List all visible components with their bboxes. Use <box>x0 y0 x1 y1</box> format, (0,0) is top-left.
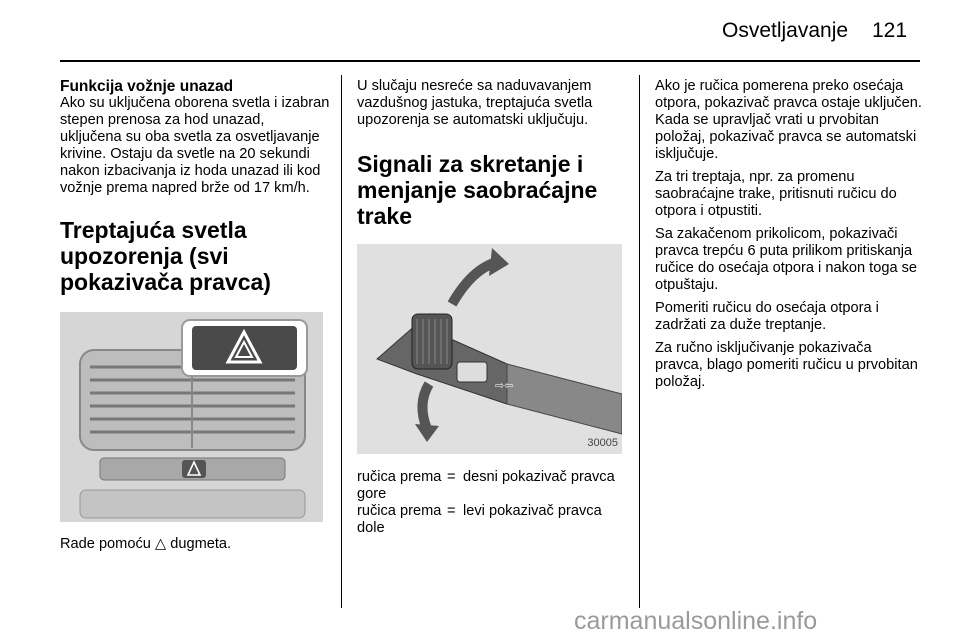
reverse-function-heading: Funkcija vožnje unazad <box>60 78 234 95</box>
column-divider-1 <box>341 75 342 608</box>
hazard-caption-after: dugmeta. <box>170 536 232 552</box>
paragraph: Ako je ručica pomerena preko osećaja otpora, pokazivač pravca ostaje uključen. Kada se upravljač vrati u prvobitan položaj, pokazivač pravca se automatski isključuje. <box>655 78 922 162</box>
definition-term: ručica prema dole <box>357 503 442 536</box>
hazard-caption <box>60 536 330 553</box>
figure-code: 30005 <box>587 437 618 449</box>
airbag-text: U slučaju nesreće sa naduvavanjem vazdušnog jastuka, treptajuća svetla upozorenja se automatski uključuju. <box>357 78 593 128</box>
definition-row-up <box>357 469 625 503</box>
reverse-function-text: Ako su uključena oborena svetla i izabran stepen prenosa za hod unazad, uključena su oba svetla za osvetljavanje krivine. Ostaju da svetle na 20 sekundi nakon izbacivanja iz hoda unazad ili kod vožnje prema napred brže od 17 km/h. <box>60 95 330 196</box>
page-header-title: Osvetljavanje <box>722 19 849 42</box>
paragraph: Pomeriti ručicu do osećaja otpora i zadržati za duže treptanje. <box>655 300 879 333</box>
paragraph: Sa zakačenom prikolicom, pokazivači pravca trepću 6 puta prilikom pritiskanja ručice do osećaja otpora i nakon toga se otpuštaju. <box>655 226 918 293</box>
lever-illustration <box>357 244 622 454</box>
turn-signal-lever-figure <box>357 244 622 454</box>
paragraph: Za ručno isključivanje pokazivača pravca, blago pomeriti ručicu u prvobitan položaj. <box>655 340 918 390</box>
hazard-button-figure <box>60 312 323 522</box>
hazard-lights-heading: Treptajuća svetla upozorenja (svi pokazivača pravca) <box>60 217 271 295</box>
page-number: 121 <box>872 19 908 42</box>
turn-signals-heading: Signali za skretanje i menjanje saobraćajne trake <box>357 151 598 229</box>
paragraph: Za tri treptaja, npr. za promenu saobraćajne trake, pritisnuti ručicu do otpora i otpustiti. <box>655 169 897 219</box>
column-3 <box>655 78 923 391</box>
column-1 <box>60 78 330 553</box>
definition-term: ručica prema gore <box>357 469 442 502</box>
svg-text:⇨⇦: ⇨⇦ <box>495 379 514 392</box>
column-2 <box>357 78 625 537</box>
definition-row-down <box>357 503 625 537</box>
hazard-triangle-icon: △ <box>154 536 167 552</box>
hazard-caption-before: Rade pomoću <box>60 536 151 552</box>
definition-value: desni pokazivač pravca <box>463 469 615 485</box>
definition-list <box>357 469 625 537</box>
definition-equals: = <box>447 469 456 485</box>
definition-value: levi pokazivač pravca <box>463 503 602 519</box>
column-divider-2 <box>639 75 640 608</box>
watermark: carmanualsonline.info <box>574 607 818 635</box>
header-rule <box>60 60 920 62</box>
dashboard-vent-illustration <box>60 312 323 522</box>
definition-equals: = <box>447 503 456 519</box>
